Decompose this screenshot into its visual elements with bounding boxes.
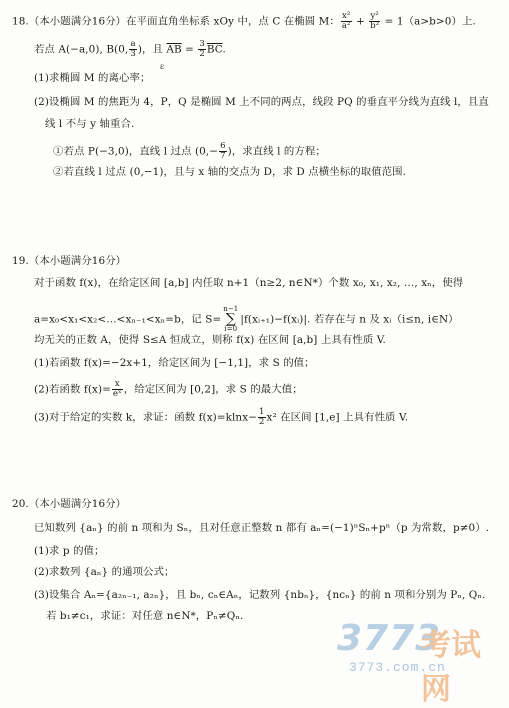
stray-mark: ε: [160, 62, 165, 71]
vector-ab: $\overline{AB}$: [166, 43, 182, 56]
watermark-url: 3773.com.cn: [349, 660, 446, 675]
q19-part-3: (3)对于给定的实数 k，求证：函数 f(x)=klnx− $\frac{1}{2}$ x² 在区间 [1,e] 上具有性质 V.: [34, 407, 409, 427]
coefficient-fraction: $\frac{3}{2}$: [199, 39, 205, 59]
q20-part-3-cont: 若 b₁≠c₁，求证：对任意 n∈N*，Pₙ≠Qₙ.: [46, 610, 244, 622]
ellipse-y-fraction: $\frac{\text{y²}}{\text{b²}}$: [370, 11, 380, 31]
q19-part-2: (2)若函数 f(x)= $\frac{x}{\text{eˣ}}$ ，给定区间为 [0,2]，求 S 的最大值；: [34, 379, 303, 399]
p2-fraction: $\frac{x}{\text{eˣ}}$: [112, 379, 122, 399]
p3-fraction: $\frac{1}{2}$: [259, 407, 265, 427]
q20-part-3: (3)设集合 Aₙ={a₂ₙ₋₁, a₂ₙ}，且 bₙ, cₙ∈Aₙ，记数列 {nbₙ}，{ncₙ} 的前 n 项和分别为 Pₙ, Qₙ.: [34, 589, 486, 601]
q20-part-2: (2)求数列 {aₙ} 的通项公式；: [34, 566, 175, 578]
watermark-chinese: 考试网: [421, 628, 481, 707]
q19-heading: 19.（本小题满分16分）: [12, 255, 127, 267]
watermark-number: 3773: [337, 618, 442, 659]
q18-part-1: (1)求椭圆 M 的离心率；: [34, 72, 151, 84]
q20-heading: 20.（本小题满分16分）: [12, 498, 127, 510]
q19-definition-3: 均无关的正数 A，使得 S≤A 恒成立，则称 f(x) 在区间 [a,b] 上具有性质 V.: [34, 334, 386, 346]
q18-part-2-cont: 线 l 不与 y 轴重合.: [45, 118, 135, 130]
q18-sub-1: ①若点 P(−3,0)，直线 l 过点 (0,− $\frac{6}{7}$ )，求直线 l 的方程；: [53, 141, 326, 161]
q18-part-2: (2)设椭圆 M 的焦距为 4，P，Q 是椭圆 M 上不同的两点，线段 PQ 的垂直平分线为直线 l，且直: [34, 96, 489, 108]
b-fraction: $\frac{a}{3}$: [130, 39, 136, 59]
q18-sub-2: ②若直线 l 过点 (0,−1)，且与 x 轴的交点为 D，求 D 点横坐标的取值范围.: [53, 166, 407, 178]
q18-condition: 若点 A(−a,0), B(0, $\frac{a}{3}$ )，且 $\overline{AB}$ = $\frac{3}{2}$ $\overline{BC}$.: [34, 39, 226, 59]
s1-fraction: $\frac{6}{7}$: [220, 141, 226, 161]
q20-condition: 已知数列 {aₙ} 的前 n 项和为 Sₙ，且对任意正整数 n 都有 aₙ=(−1)ⁿSₙ+pⁿ（p 为常数，p≠0）.: [34, 522, 490, 534]
summation-sign: n−1 ∑ i=0: [223, 305, 239, 333]
q19-definition-2: a=x₀<x₁<x₂<…<xₙ₋₁<xₙ=b，记 S=n−1 ∑ i=0|f(xᵢ₊₁)−f(xᵢ)|. 若存在与 n 及 xᵢ（i≤n, i∈N）: [34, 305, 459, 333]
vector-bc: $\overline{BC}$: [206, 43, 223, 56]
q19-part-1: (1)若函数 f(x)=−2x+1，给定区间为 [−1,1]，求 S 的值；: [34, 357, 315, 369]
ellipse-x-fraction: $\frac{\text{x²}}{\text{a²}}$: [341, 11, 351, 31]
q18-heading: 18.（本小题满分16分）在平面直角坐标系 xOy 中，点 C 在椭圆 M： $\frac{\text{x²}}{\text{a²}}$ + $\frac{\text{y²}}{\text{b²}}$ = 1（a>b>0）上.: [12, 11, 476, 31]
q19-definition-1: 对于函数 f(x)，在给定区间 [a,b] 内任取 n+1（n≥2, n∈N*）个数 x₀, x₁, x₂, …, xₙ，使得: [34, 277, 464, 289]
q20-part-1: (1)求 p 的值；: [34, 545, 105, 557]
